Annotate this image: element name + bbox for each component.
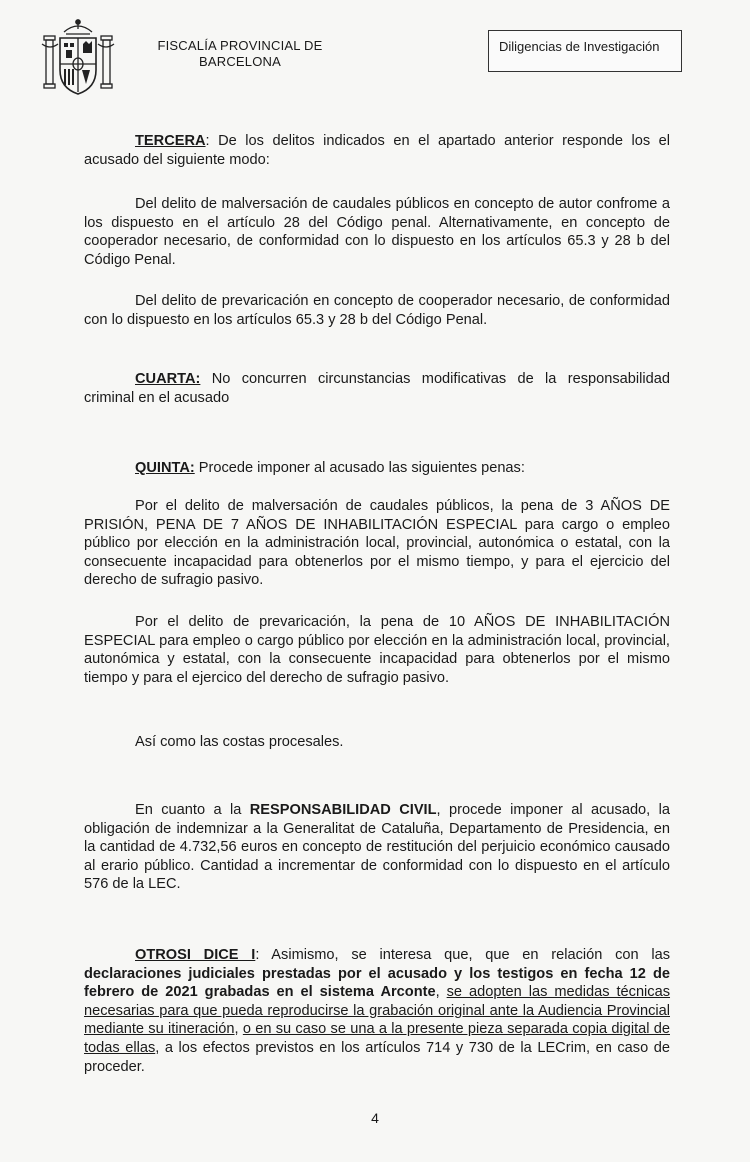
section-quinta-label: QUINTA: [135, 460, 195, 476]
otrosi-bold-declarations: declaraciones judiciales prestadas por el acusado y los testigos en fecha 12 de febrero de 2021 grabadas en el sistema Arconte [84, 965, 670, 1001]
section-tercera-text: De los delitos indicados en el apartado anterior responde los el acusado del siguiente modo: [84, 133, 670, 168]
section-quinta-paragraph-2: Por el delito de prevaricación, la pena de 10 AÑOS DE INHABILITACIÓN ESPECIAL para empleo o cargo público por elección en la administración local, provincial, autonómica y estatal, con la consecuente incapacidad para obtenerlos por el mismo tiempo y para el ejercico del derecho de sufragio pasivo. [84, 614, 670, 686]
office-name-line2: BARCELONA [199, 54, 281, 69]
otrosi-underlined-copy: o en su caso se una a la presente pieza separada copia digital de todas ellas [84, 1021, 670, 1056]
page-number: 4 [371, 1110, 379, 1126]
document-type-box [488, 30, 682, 72]
civil-text-post: , procede imponer al acusado, la obligación de indemnizar a la Generalitat de Cataluña, Departamento de Presidencia, en la cantidad de 4.732,56 euros en concepto de restitución del perjuicio económico causado al erario público. Cantidad a incrementar de conformidad con lo dispuesto en el artículo 576 de la LEC. [84, 802, 670, 893]
section-tercera-paragraph-2: Del delito de prevaricación en concepto de cooperador necesario, de conformidad con lo dispuesto en los artículos 65.3 y 28 b del Código Penal. [84, 293, 670, 328]
section-otrosi-colon: : [255, 947, 260, 963]
section-otrosi [84, 946, 670, 1076]
otrosi-underlined-measures: se adopten las medidas técnicas necesarias para que pueda reproducirse la grabación original ante la Audiencia Provincial mediante su itineración [84, 984, 671, 1038]
section-quinta-text: Procede imponer al acusado las siguientes penas: [194, 460, 525, 476]
coat-of-arms-icon [40, 16, 116, 98]
civil-heading: RESPONSABILIDAD CIVIL [249, 802, 437, 818]
section-tercera-colon: : [205, 133, 210, 149]
document-type-label: Diligencias de Investigación [499, 39, 660, 54]
otrosi-text-2: , [435, 984, 447, 1001]
section-tercera-paragraph-1: Del delito de malversación de caudales públicos en concepto de autor confrome a los dispuesto en el artículo 28 del Código penal. Alternativamente, en concepto de cooperador necesario, de conformidad con lo dispuesto en los artículos 65.3 y 28 b del Código Penal. [84, 196, 670, 268]
section-quinta-paragraph-3: Así como las costas procesales. [135, 734, 344, 750]
office-name-line1: FISCALÍA PROVINCIAL DE [157, 38, 323, 53]
otrosi-text-3: , [234, 1021, 243, 1038]
section-cuarta-text: No concurren circunstancias modificativas de la responsabilidad criminal en el acusado [84, 371, 670, 406]
section-cuarta-label: CUARTA: [135, 371, 201, 387]
otrosi-text-4: , a los efectos previstos en los artículos 714 y 730 de la LECrim, en caso de proceder. [84, 1039, 670, 1075]
civil-text-pre: En cuanto a la [135, 802, 250, 818]
section-civil-liability [84, 801, 670, 894]
office-name [146, 38, 334, 70]
section-cuarta [84, 370, 670, 407]
section-quinta-paragraph-1: Por el delito de malversación de caudales públicos, la pena de 3 AÑOS DE PRISIÓN, PENA DE 7 AÑOS DE INHABILITACIÓN ESPECIAL para cargo o empleo público por elección en la administración local, provincial, autonómica o estatal, con la consecuente incapacidad para obtenerlos por el mismo tiempo, y para el ejercicio del derecho de sufragio pasivo. [84, 498, 670, 589]
section-tercera-label: TERCERA [135, 133, 206, 149]
section-tercera [84, 132, 670, 169]
otrosi-text-1: Asimismo, se interesa que, que en relación con las [259, 947, 671, 963]
section-quinta [84, 459, 670, 478]
section-otrosi-label: OTROSI DICE I [135, 947, 256, 963]
